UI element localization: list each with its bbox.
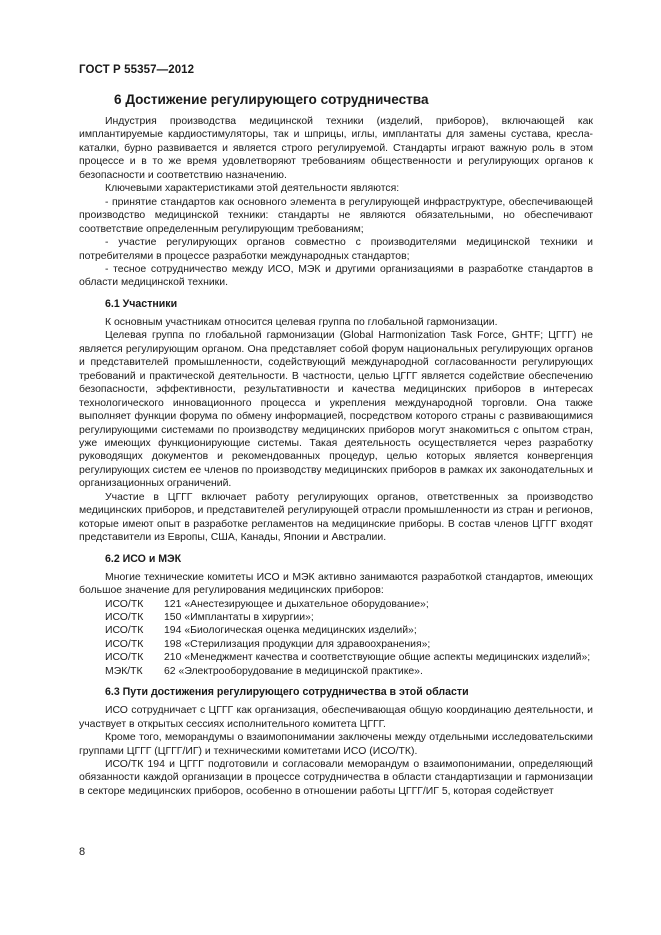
committee-code: ИСО/ТК — [105, 598, 144, 610]
committee-text: 210 «Менеджмент качества и соответствующие общие аспекты медицинских изделий»; — [164, 652, 591, 664]
committee-text: 62 «Электрооборудование в медицинской практике». — [164, 665, 423, 677]
committee-item — [79, 665, 593, 678]
committee-item — [79, 624, 593, 637]
committee-code: МЭК/ТК — [105, 665, 143, 677]
committee-item — [79, 651, 593, 664]
committee-item — [79, 611, 593, 624]
section-6-bullet: - участие регулирующих органов совместно с производителями медицинской техники и потребителями в процессе разработки международных стандартов; — [79, 237, 593, 262]
section-6-3-paragraph: ИСО/ТК 194 и ЦГГГ подготовили и согласовали меморандум о взаимопонимании, определяющий обязанности каждой организации в процессе сотрудничества в области стандартизации и гармонизации в секторе медицинских приборов, особенно в отношении работы ЦГГГ/ИГ 5, которая содействует — [79, 759, 593, 797]
section-6-bullet: - тесное сотрудничество между ИСО, МЭК и другими организациями в разработке стандартов в области медицинской техники. — [79, 263, 593, 289]
section-6-1-paragraph: Участие в ЦГГГ включает работу регулирующих органов, ответственных за производство медицинских приборов, и представителей регулирующей отрасли промышленности из стран и регионов, которые имеют опыт в разработке регламентов на медицинские приборы. В состав членов ЦГГГ входят представители из Европы, США, Канады, Японии и Австралии. — [79, 491, 593, 544]
committee-code: ИСО/ТК — [105, 625, 144, 637]
committee-text: 198 «Стерилизация продукции для здравоохранения»; — [164, 638, 431, 650]
page-content — [79, 91, 593, 798]
section-6-bullet: - принятие стандартов как основного элемента в регулирующей инфраструктуре, обеспечивающей производство медицинской техники: стандарты не являются обязательными, но обеспечивают соответствие определенным регулирующим требованиям; — [79, 196, 593, 235]
committee-item — [79, 598, 593, 611]
section-6-paragraph: Ключевыми характеристиками этой деятельности являются: — [105, 183, 400, 195]
committee-text: 150 «Имплантаты в хирургии»; — [164, 611, 314, 623]
committee-text: 121 «Анестезирующее и дыхательное оборудование»; — [164, 598, 429, 610]
section-6-3-paragraph: Кроме того, меморандумы о взаимопонимании заключены между отдельными исследовательскими группами ЦГГГ (ЦГГГ/ИГ) и техническими комитетами ИСО (ИСО/ТК). — [79, 732, 593, 757]
section-6-2-title: 6.2 ИСО и МЭК — [105, 552, 182, 565]
section-6-3-paragraph: ИСО сотрудничает с ЦГГГ как организация, обеспечивающая общую координацию деятельности, и участвует в открытых сессиях исполнительного комитета ЦГГГ. — [79, 705, 593, 730]
section-6-1-paragraph: Целевая группа по глобальной гармонизации (Global Harmonization Task Force, GHTF; ЦГГГ) не является регулирующим органом. Она представляет собой форум национальных регулирующих органов и представителей промышленности, содействующий международной согласованности регулирующих требований и практической деятельности. В частности, целью ЦГГГ является содействие обеспечению безопасности, эффективности, результативности и качества медицинских приборов в интересах технологического инновационного процесса и укрепления международной торговли. Она также выполняет функции форума по обмену информацией, посредством которого страны с развивающимися регулирующими системами по производству медицинских приборов могут знакомиться с опытом стран, уже имеющих функционирующие системы. Такая деятельность осуществляется через разработку руководящих документов и рекомендованных процедур, целью которых является конвергенция регулирующих систем ее членов по производству медицинских приборов в рамках их законодательных и организационных ограничений. — [79, 330, 593, 490]
page-number: 8 — [79, 846, 86, 858]
section-6-3-title: 6.3 Пути достижения регулирующего сотрудничества в этой области — [105, 686, 469, 699]
committee-code: ИСО/ТК — [105, 652, 144, 664]
standard-header: ГОСТ Р 55357—2012 — [79, 64, 195, 76]
committee-text: 194 «Биологическая оценка медицинских изделий»; — [164, 625, 417, 637]
section-6-1-title: 6.1 Участники — [105, 297, 178, 310]
committee-code: ИСО/ТК — [105, 611, 144, 623]
section-6-paragraph: Индустрия производства медицинской техники (изделий, приборов), включающей как имплантируемые кардиостимуляторы, так и шприцы, иглы, имплантаты для замены сустава, кресла-каталки, бурно развивается и является строго регулируемой. Стандарты играют важную роль в этом процессе и в то же время удовлетворяют требованиям общественности и регулирующих органов к безопасности и соответствию назначению. — [79, 116, 593, 181]
committee-item — [79, 638, 593, 651]
committee-code: ИСО/ТК — [105, 638, 144, 650]
committee-list — [79, 598, 593, 679]
section-6-title: 6 Достижение регулирующего сотрудничества — [114, 92, 429, 107]
section-6-1-paragraph: К основным участникам относится целевая группа по глобальной гармонизации. — [105, 316, 498, 328]
section-6-2-intro: Многие технические комитеты ИСО и МЭК активно занимаются разработкой стандартов, имеющих большое значение для регулирования медицинских приборов: — [79, 571, 593, 597]
